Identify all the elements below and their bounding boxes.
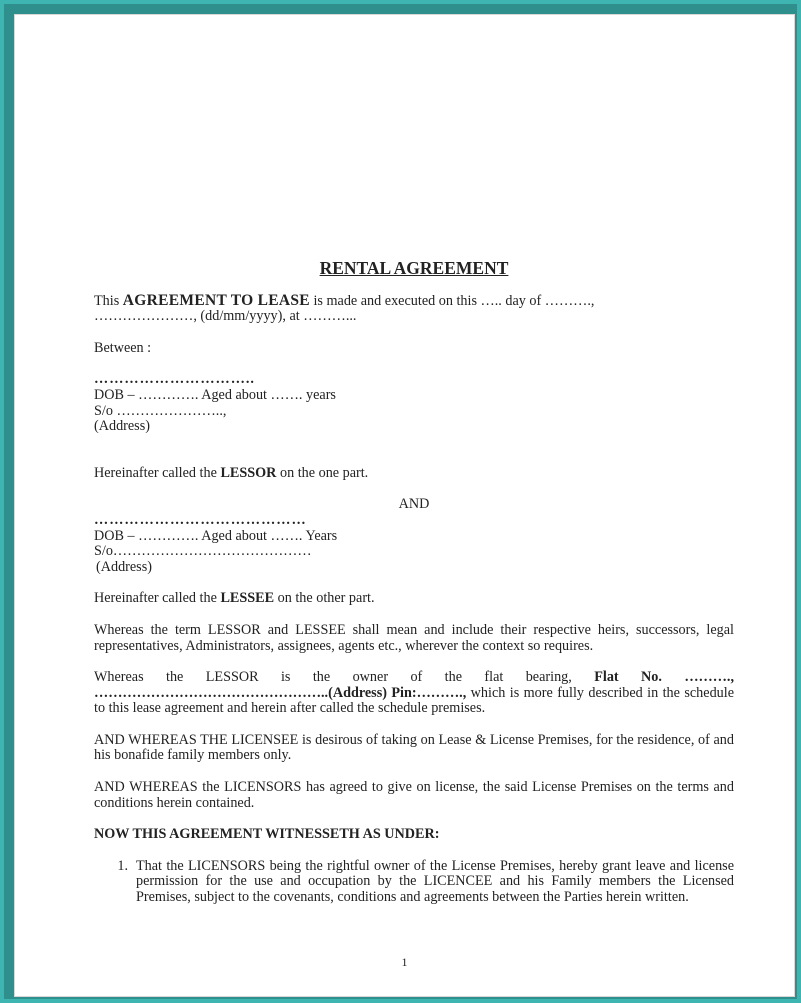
whereas2-address: …………………………………………..(Address) Pin:………., xyxy=(94,684,467,701)
whereas-paragraph-1: Whereas the term LESSOR and LESSEE shall mean and include their respective heirs, successors, legal representatives, Administrators, assignees, agents etc., wherever the context so requires. xyxy=(94,621,734,654)
intro-lead: This xyxy=(94,292,120,309)
document-body xyxy=(94,258,734,906)
whereas2-pre: Whereas the LESSOR is the owner of the flat bearing, xyxy=(94,669,572,686)
lessor-called-post: on the one part. xyxy=(279,464,369,481)
document-frame xyxy=(4,4,797,999)
clause-list xyxy=(94,859,734,906)
intro-bold: AGREEMENT TO LEASE xyxy=(122,291,310,309)
intro-line2: …………………, (dd/mm/yyyy), at ………... xyxy=(94,308,357,325)
lessee-so: S/o…………………………………… xyxy=(94,543,312,560)
clause-number: 1. xyxy=(117,857,128,874)
lessor-dob: DOB – …………. Aged about ……. years xyxy=(94,386,336,403)
lessee-name-dots: …………………………………… xyxy=(94,511,307,528)
document-title: RENTAL AGREEMENT xyxy=(319,258,509,278)
clause-text: That the LICENSORS being the rightful owner of the License Premises, hereby grant leave and license permission for the use and occupation by the LICENCEE and his Family members the Licensed Premises, subject to the covenants, conditions and agreements between the Parties herein written. xyxy=(136,857,734,906)
and-label: AND xyxy=(398,496,430,513)
lessee-called-pre: Hereinafter called the xyxy=(94,590,217,607)
lessee-dob: DOB – …………. Aged about ……. Years xyxy=(94,527,338,544)
lessor-called-pre: Hereinafter called the xyxy=(94,464,217,481)
between-label: Between : xyxy=(94,339,152,356)
document-page xyxy=(14,14,795,997)
lessor-name-dots: ………………………….. xyxy=(94,371,255,388)
whereas-paragraph-2 xyxy=(94,670,734,717)
lessor-called-bold: LESSOR xyxy=(220,464,277,481)
lessor-block xyxy=(94,372,734,434)
witnesseth-heading xyxy=(94,827,734,843)
intro-paragraph xyxy=(94,293,734,325)
lessor-address: (Address) xyxy=(94,418,150,435)
lessee-block xyxy=(94,513,734,575)
lessee-called xyxy=(94,591,734,607)
clause-item xyxy=(94,859,734,906)
whereas2-flat: Flat No. ………., xyxy=(594,669,734,686)
lessee-address: (Address) xyxy=(96,558,152,575)
witnesseth-text: NOW THIS AGREEMENT WITNESSETH AS UNDER: xyxy=(94,826,440,843)
lessee-called-bold: LESSEE xyxy=(220,590,275,607)
lessee-called-post: on the other part. xyxy=(277,590,375,607)
whereas-paragraph-3: AND WHEREAS THE LICENSEE is desirous of taking on Lease & License Premises, for the residence, of and his bonafide family members only. xyxy=(94,731,734,764)
page-number: 1 xyxy=(401,955,408,969)
lessor-so: S/o ………………….., xyxy=(94,402,227,419)
whereas2-post: which is more fully described in the schedule to this lease agreement and herein after called the schedule premises. xyxy=(94,684,734,717)
intro-rest: is made and executed on this ….. day of ………., xyxy=(313,292,595,309)
lessor-called xyxy=(94,466,734,482)
whereas-paragraph-4: AND WHEREAS the LICENSORS has agreed to give on license, the said License Premises on the terms and conditions herein contained. xyxy=(94,779,734,811)
